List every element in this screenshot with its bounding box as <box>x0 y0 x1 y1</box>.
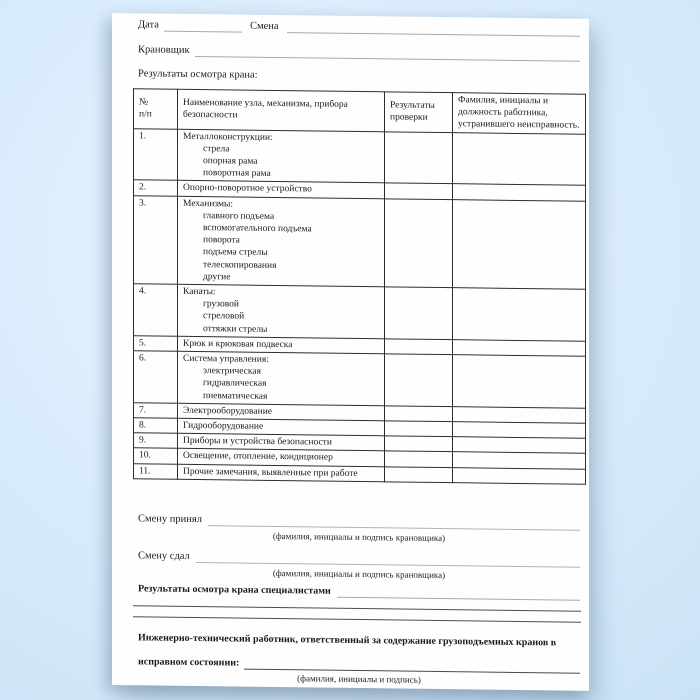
row-number: 5. <box>134 336 178 352</box>
shift-handed-caption: (фамилия, инициалы и подпись крановщика) <box>272 567 446 581</box>
row-result-cell <box>385 451 453 467</box>
col-header-number: № п/п <box>134 89 178 129</box>
table-row <box>134 284 586 341</box>
col-header-result: Результаты проверки <box>385 92 453 132</box>
table-row <box>134 351 586 408</box>
shift-accepted-caption: (фамилия, инициалы и подпись крановщика) <box>272 530 446 544</box>
table-header-row <box>134 89 586 134</box>
row-fixer-cell <box>453 437 586 454</box>
shift-accepted-label: Смену принял <box>138 513 202 526</box>
row-result-cell <box>385 339 453 355</box>
col-header-fixer: Фамилия, инициалы и должность работника, устранившего неисправность. <box>453 93 586 134</box>
row-name: Металлоконструкции: стрела опорная рама поворотная рама <box>178 129 385 183</box>
responsible-text-line1: Инженерно-технический работник, ответственный за содержание грузоподъемных кранов в <box>138 632 557 649</box>
row-number: 1. <box>134 128 178 180</box>
shift-accepted-row <box>138 512 580 530</box>
row-fixer-cell <box>453 467 586 484</box>
row-fixer-cell <box>453 288 586 341</box>
row-number: 7. <box>134 403 178 419</box>
table-row <box>134 195 586 289</box>
specialists-extra-line-2 <box>133 616 581 622</box>
row-name: Крюк и крюковая подвеска <box>178 336 385 354</box>
row-fixer-cell <box>453 340 586 357</box>
date-label: Дата <box>138 19 159 31</box>
row-number: 11. <box>134 463 178 479</box>
row-number: 6. <box>134 351 178 403</box>
row-result-cell <box>385 421 453 437</box>
row-number: 2. <box>134 180 178 196</box>
responsible-caption: (фамилия, инициалы и подпись) <box>297 673 421 685</box>
row-name: Гидрооборудование <box>178 418 385 436</box>
shift-handed-blank-line <box>196 550 580 568</box>
specialists-blank-line <box>337 585 580 601</box>
inspection-table <box>133 88 586 484</box>
specialists-row <box>138 582 580 600</box>
crane-operator-row <box>138 43 580 61</box>
date-blank-line <box>164 19 242 33</box>
row-number: 10. <box>134 448 178 464</box>
row-name: Система управления: электрическая гидравлическая пневматическая <box>178 351 385 405</box>
specialists-extra-line-1 <box>133 605 581 611</box>
responsible-text-line2: исправном состоянии: <box>138 656 240 669</box>
crane-operator-blank-line <box>195 44 580 62</box>
date-shift-row <box>138 18 580 36</box>
shift-accepted-blank-line <box>208 513 580 531</box>
col-header-name: Наименование узла, механизма, прибора безопасности <box>178 89 385 131</box>
shift-handed-label: Смену сдал <box>138 550 190 562</box>
specialists-label: Результаты осмотра крана специалистами <box>138 583 331 597</box>
row-fixer-cell <box>453 199 586 289</box>
row-result-cell <box>385 131 453 184</box>
row-name: Опорно-поворотное устройство <box>178 181 385 199</box>
row-result-cell <box>385 406 453 422</box>
responsible-blank-line <box>244 657 580 674</box>
row-result-cell <box>385 467 453 483</box>
row-number: 3. <box>134 195 178 284</box>
shift-blank-line <box>287 20 580 37</box>
row-number: 9. <box>134 433 178 449</box>
crane-operator-label: Крановщик <box>138 44 190 56</box>
row-name: Электрооборудование <box>178 403 385 421</box>
row-fixer-cell <box>453 184 586 201</box>
shift-handed-row <box>138 549 580 567</box>
row-number: 4. <box>134 284 178 336</box>
row-result-cell <box>385 183 453 199</box>
form-sheet <box>112 13 589 691</box>
row-result-cell <box>385 287 453 340</box>
row-name: Прочие замечания, выявленные при работе <box>178 464 385 482</box>
row-name: Освещение, отопление, кондиционер <box>178 449 385 467</box>
responsible-signature-row <box>138 655 580 673</box>
row-name: Механизмы: главного подъема вспомогательного подъема поворота подъема стрелы телескопирования другие <box>178 196 385 287</box>
row-fixer-cell <box>453 407 586 424</box>
row-result-cell <box>385 436 453 452</box>
inspection-heading: Результаты осмотра крана: <box>138 68 258 81</box>
row-fixer-cell <box>453 422 586 439</box>
table-row <box>134 128 586 185</box>
row-fixer-cell <box>453 355 586 408</box>
row-result-cell <box>385 198 453 287</box>
row-name: Приборы и устройства безопасности <box>178 434 385 452</box>
row-result-cell <box>385 354 453 407</box>
row-name: Канаты: грузовой стреловой оттяжки стрелы <box>178 284 385 338</box>
shift-label: Смена <box>249 20 279 33</box>
row-number: 8. <box>134 418 178 434</box>
row-fixer-cell <box>453 452 586 469</box>
row-fixer-cell <box>453 132 586 185</box>
